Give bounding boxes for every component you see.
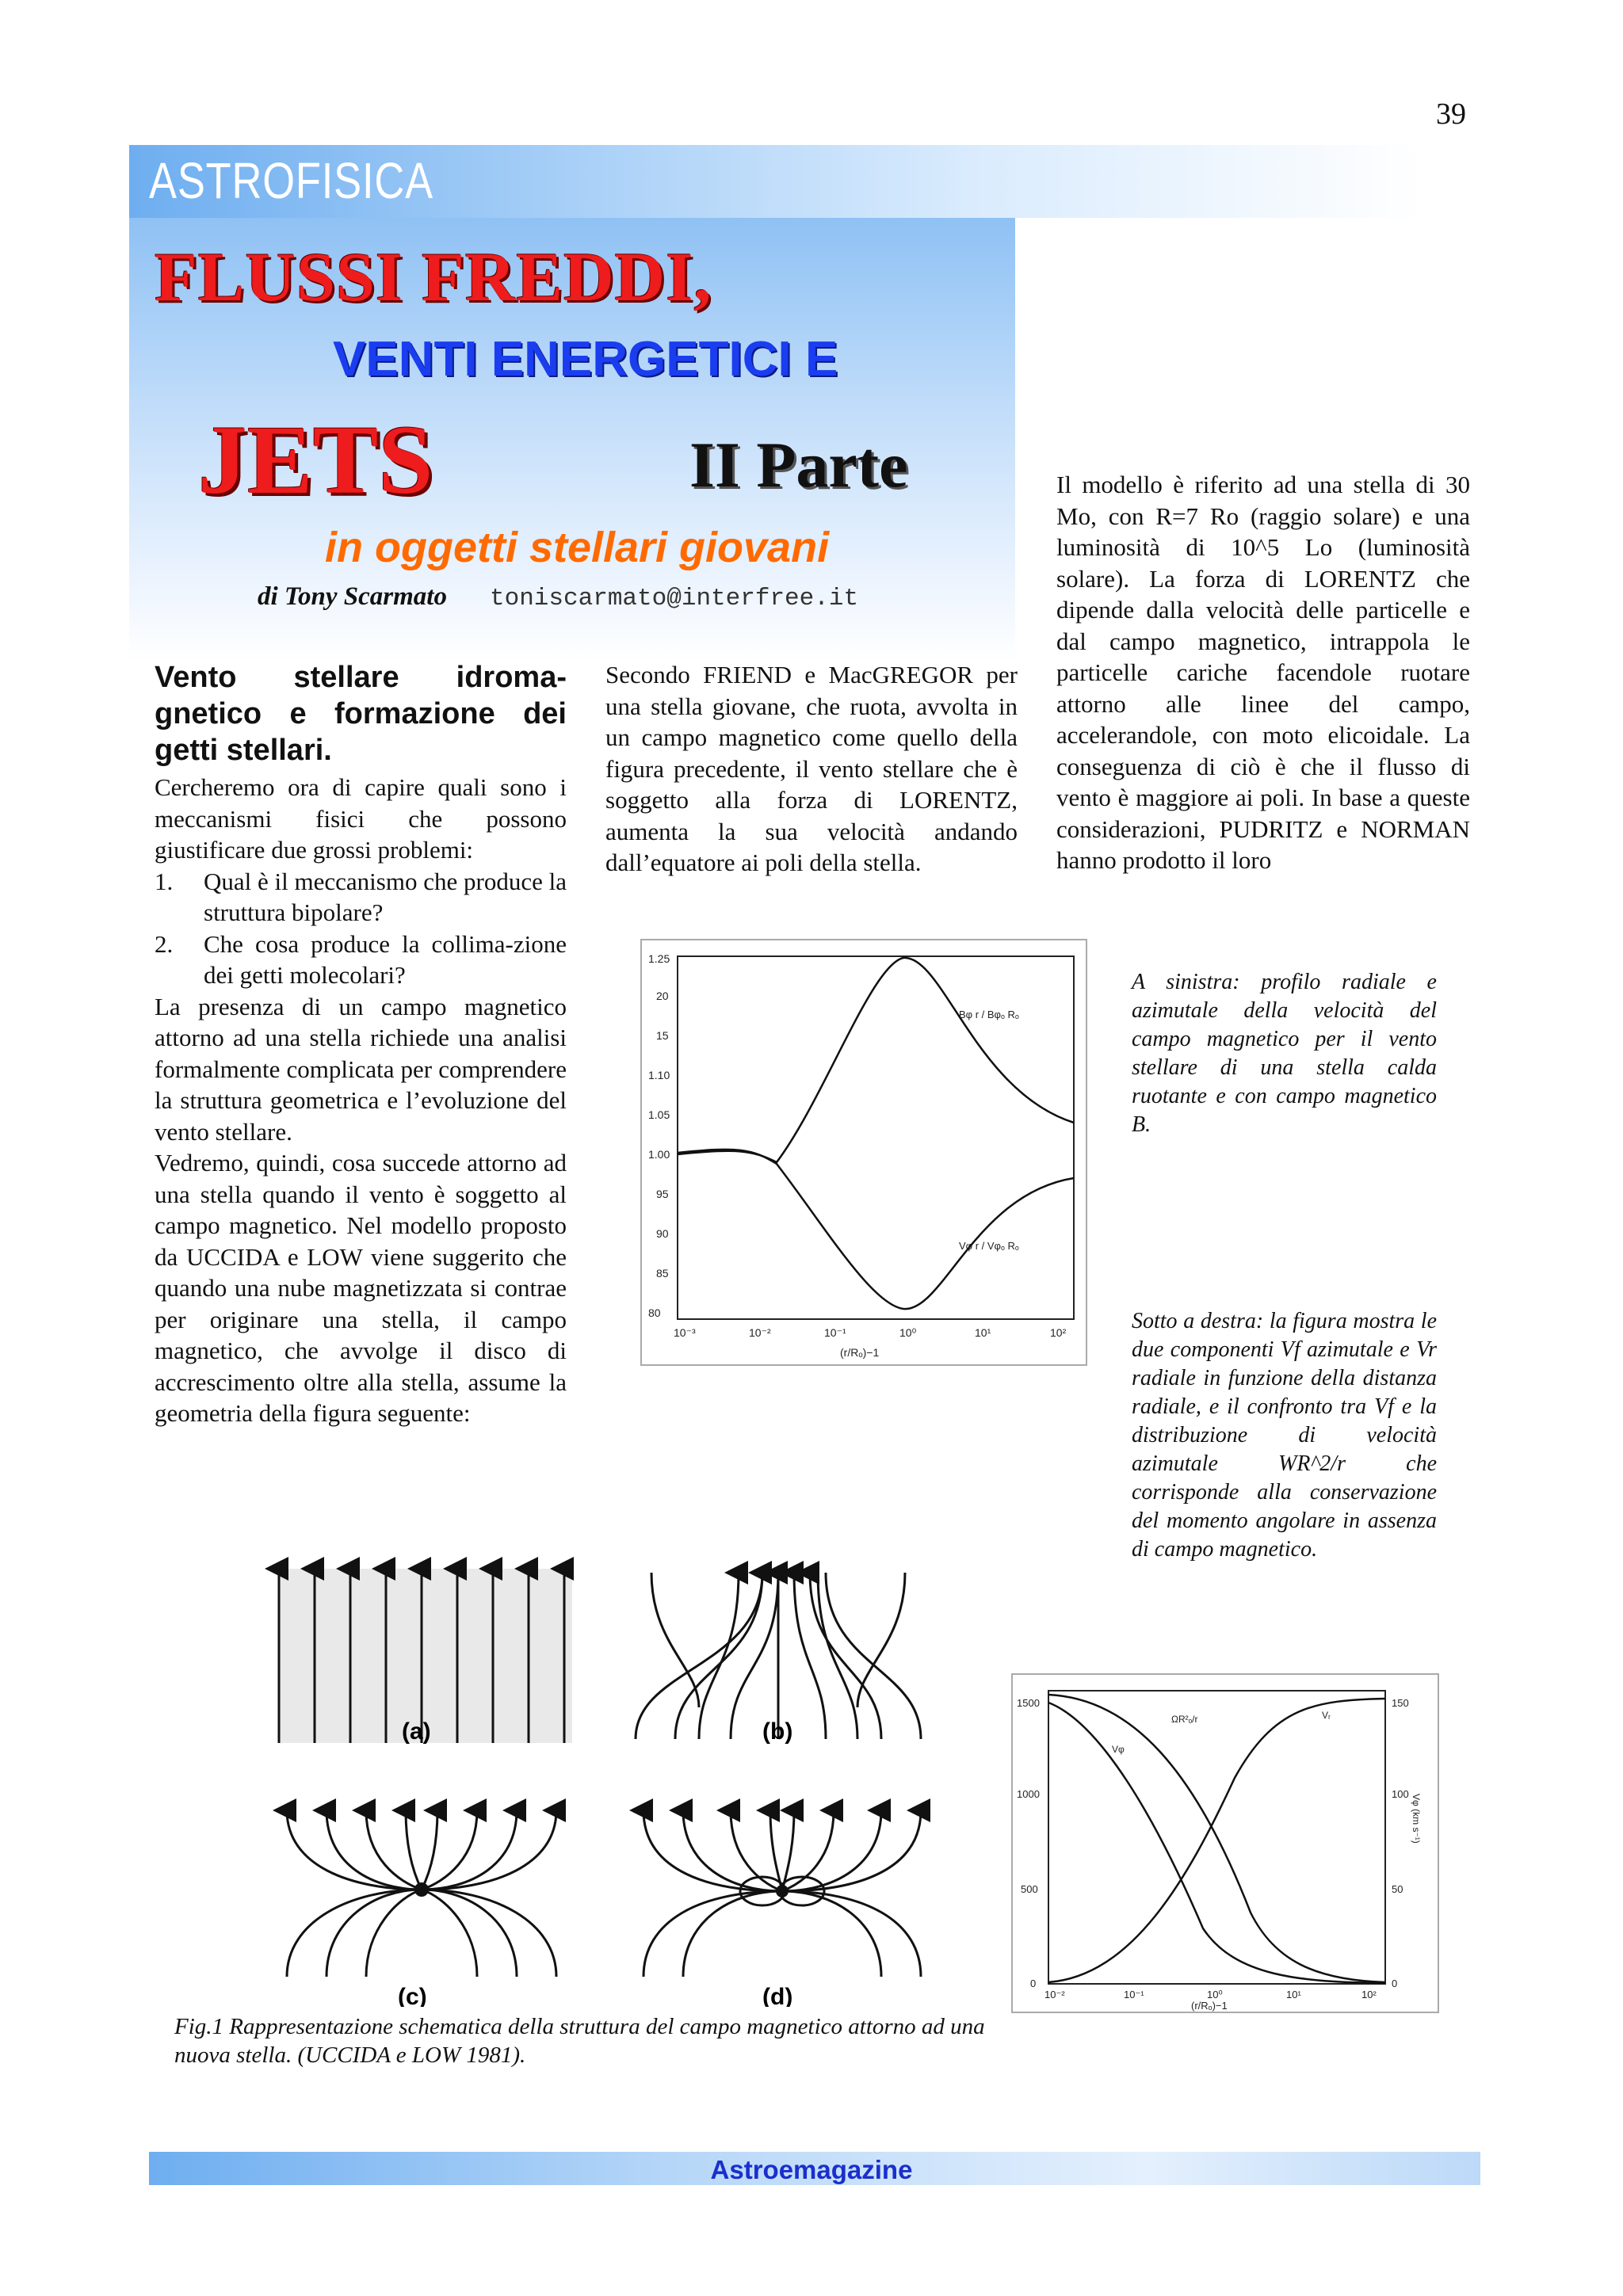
title-line-1: FLUSSI FREDDI,: [155, 239, 712, 316]
panel-b: [636, 1573, 921, 1739]
subtitle: in oggetti stellari giovani: [325, 524, 830, 571]
col1-intro: Cercheremo ora di capire quali sono i meccanismi fisici che possono giustificare due grossi problemi:: [155, 773, 567, 864]
curve-label-omega: ΩR²ₒ/r: [1171, 1714, 1198, 1725]
y-tick-label: 1.00: [648, 1148, 670, 1161]
x-tick-label: 10²: [1361, 1989, 1377, 2000]
panel-label-a: (a): [402, 1718, 431, 1745]
question-list: [155, 866, 567, 991]
y-tick-label: 80: [648, 1306, 661, 1319]
x-tick-label: 10²: [1050, 1326, 1067, 1339]
title-line-3: JETS: [198, 406, 433, 514]
y-tick-label: 1.10: [648, 1069, 670, 1081]
curve-label-bottom: Vφ r / Vφₒ Rₒ: [959, 1240, 1019, 1252]
col1-paragraph-3: Vedremo, quindi, cosa succede attorno ad una stella quando il vento è soggetto al campo magnetico. Nel modello proposto da UCCIDA e LOW viene suggerito che quando una nube magnetizzata si contrae per originare una stella, il campo magnetico, che avvolge il disco di accrescimento oltre alla stella, assume la geometria della figura seguente:: [155, 1149, 567, 1427]
curve-vphi: [1048, 1703, 1385, 1983]
right-tick-label: 0: [1392, 1978, 1398, 1989]
x-tick-label: 10⁻²: [1044, 1989, 1065, 2000]
y-tick-label: 20: [656, 990, 669, 1002]
x-tick-label: 10⁻¹: [1124, 1989, 1144, 2000]
figure-velocity: [1011, 1673, 1439, 2013]
curve-v-phi: [678, 1150, 1074, 1309]
panel-label-c: (c): [398, 1984, 427, 2007]
section-heading: Vento stellare idroma-gnetico e formazione dei getti stellari.: [155, 661, 567, 767]
list-item: 1. Qual è il meccanismo che produce la struttura bipolare?: [155, 867, 567, 926]
column-3: [1056, 469, 1470, 876]
left-tick-label: 1000: [1017, 1788, 1040, 1800]
x-tick-label: 10⁻³: [674, 1326, 696, 1339]
field-profile-chart: [642, 940, 1086, 1364]
curve-label-top: Bφ r / Bφₒ Rₒ: [959, 1009, 1019, 1020]
panel-label-b: (b): [762, 1718, 793, 1745]
figure-field-profile: [640, 939, 1087, 1366]
left-tick-label: 1500: [1017, 1697, 1040, 1709]
col1-paragraph-2: La presenza di un campo magnetico attorno ad una stella richiede una analisi formalmente complicata per comprendere la struttura geometrica e l’evoluzione del vento stellare.: [155, 992, 567, 1146]
x-axis-label: (r/Rₒ)−1: [1191, 2000, 1228, 2012]
figure-field-lines: [255, 1549, 938, 2007]
x-axis-label: (r/Rₒ)−1: [840, 1346, 880, 1359]
figure-1-caption: Fig.1 Rappresentazione schematica della struttura del campo magnetico attorno ad una nuova stella. (UCCIDA e LOW 1981).: [174, 2014, 985, 2068]
right-tick-label: 150: [1392, 1697, 1409, 1709]
right-axis-label: Vφ (km s⁻¹): [1411, 1794, 1422, 1844]
left-tick-label: 500: [1021, 1883, 1038, 1895]
right-tick-label: 50: [1392, 1883, 1403, 1895]
panel-label-d: (d): [762, 1984, 793, 2007]
column-2: [605, 659, 1018, 879]
footer-magazine-name: Astroemagazine: [710, 2155, 913, 2184]
author-email[interactable]: toniscarmato@interfree.it: [490, 585, 859, 612]
y-tick-label: 1.25: [648, 952, 670, 965]
section-label: ASTROFISICA: [149, 152, 433, 209]
x-tick-label: 10⁻²: [749, 1326, 771, 1339]
caption-velocity: Sotto a destra: la figura mostra le due componenti Vf azimutale e Vr radiale in funzione della distanza radiale, e il confronto tra Vf e la distribuzione di velocità azimutale WR^2/r che corrisponde alla conservazione del momento angolare in assenza di campo magnetico.: [1132, 1309, 1437, 1562]
author: di Tony Scarmato: [258, 582, 447, 611]
field-lines-diagram: [255, 1549, 938, 2007]
right-tick-label: 100: [1392, 1788, 1409, 1800]
title-line-2: VENTI ENERGETICI E: [333, 332, 838, 387]
left-tick-label: 0: [1030, 1978, 1037, 1989]
caption-field-profile: A sinistra: profilo radiale e azimutale della velocità del campo magnetico per il vento stellare di una stella calda ruotante e con campo magnetico B.: [1132, 970, 1437, 1137]
title-part: II Parte: [689, 429, 908, 501]
col2-paragraph-1: Secondo FRIEND e MacGREGOR per una stella giovane, che ruota, avvolta in un campo magnetico come quello della figura precedente, il vento stellare che è soggetto alla forza di LORENTZ, aumenta la sua velocità andando dall’equatore ai poli della stella.: [605, 661, 1018, 876]
curve-omega: [1048, 1695, 1385, 1982]
col3-paragraph-1: Il modello è riferito ad una stella di 30 Mo, con R=7 Ro (raggio solare) e una luminosità di 10^5 Lo (luminosità solare). La forza di LORENTZ che dipende dalla velocità delle particelle e dal campo magnetico, intrappola le particelle cariche facendole ruotare attorno alle linee del campo, accelerandole, con moto elicoidale. La conseguenza di ciò è che il flusso di vento è maggiore ai poli. In base a queste considerazioni, PUDRITZ e NORMAN hanno prodotto il loro: [1056, 471, 1470, 874]
curve-vr: [1048, 1699, 1385, 1982]
y-tick-label: 85: [656, 1267, 669, 1280]
x-tick-label: 10⁰: [899, 1326, 917, 1339]
column-1: [155, 659, 567, 1429]
page-number: 39: [1436, 97, 1466, 131]
curve-label-vphi: Vφ: [1112, 1744, 1125, 1755]
list-item: 2. Che cosa produce la collima-zione dei getti molecolari?: [155, 929, 567, 989]
x-tick-label: 10¹: [975, 1326, 991, 1339]
x-tick-label: 10⁻¹: [824, 1326, 846, 1339]
x-tick-label: 10¹: [1286, 1989, 1301, 2000]
y-tick-label: 15: [656, 1029, 669, 1042]
curve-b-phi: [678, 958, 1074, 1162]
y-tick-label: 95: [656, 1188, 669, 1200]
x-tick-label: 10⁰: [1207, 1989, 1223, 2000]
y-tick-label: 1.05: [648, 1108, 670, 1121]
y-tick-label: 90: [656, 1227, 669, 1240]
velocity-chart: [1013, 1675, 1438, 2012]
panel-a: [279, 1569, 572, 1743]
curve-label-vr: Vᵣ: [1322, 1710, 1331, 1721]
